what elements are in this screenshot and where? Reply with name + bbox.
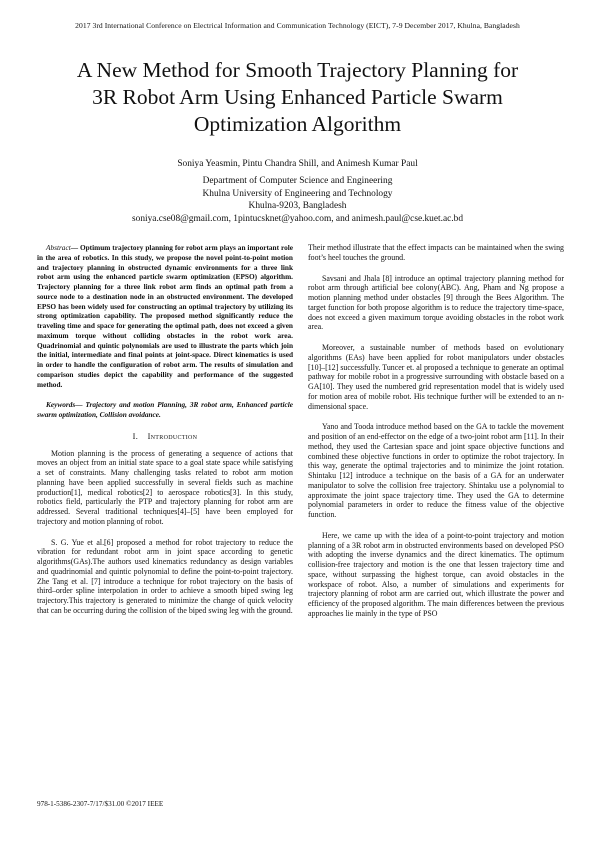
paragraph: Yano and Tooda introduce method based on the GA to tackle the movement and position of an end-effector on the edge of a two-joint robot arm [11]. In their method, they used the Cartesian space and joint space objective functions and combined these objective functions in order to optimize the robot trajectory. In this way, generate the optimal trajectories and to minimize the joint rotation. Shintaku [12] introduce a technique on the basis of a GA for an underwater manipulator to solve the collision free trajectory. Shintaku use a polynomial to approximate the joint space trajectory time. They used the GA to determine polynomial parameters in order to reduce the fitness value of the objective function.: [308, 422, 564, 519]
paper-title: [40, 57, 555, 138]
right-column: [308, 243, 564, 630]
section-heading: [37, 432, 293, 442]
section-title: Introduction: [147, 431, 198, 441]
title-line-3: Optimization Algorithm: [193, 112, 402, 136]
author-block: [0, 158, 595, 225]
paragraph: Their method illustrate that the effect impacts can be maintained when the swing foot’s heel touches the ground.: [308, 243, 564, 262]
title-line-1: A New Method for Smooth Trajectory Planning for: [76, 58, 519, 82]
abstract: [37, 243, 293, 389]
paragraph: Motion planning is the process of generating a sequence of actions that moves an object from an initial state space to a goal state space while satisfying a set of constraints. Many challenging tasks related to robot arm motion planning have been applied successfully in several fields such as machine production[1], medical robotics[2] to aerospace robotics[3]. In this study, robotics field, particularly the PTP and trajectory planning for robot arm are addressed. Several traditional techniques[4]–[5] have been employed for trajectory and motion planning of robot.: [37, 448, 293, 526]
author-university: Khulna University of Engineering and Technology: [202, 188, 393, 199]
paragraph: Moreover, a sustainable number of methods based on evolutionary algorithms (EAs) have been applied for robot manipulators under obstacles [10]–[12] successfully. Tuncer et. al proposed a technique to generate an optimal pathway for mobile robot in a progressive surrounding with obstacle based on a GA[10]. They used the numbered grid representation model that is widely used for motion area of mobile robot. His technique further will be extended to an n-dimensional space.: [308, 343, 564, 411]
section-numeral: I.: [132, 431, 139, 441]
conference-header: 2017 3rd International Conference on Electrical Information and Communication Technology (EICT), 7-9 December 2017, Khulna, Bangladesh: [75, 21, 520, 30]
author-names: Soniya Yeasmin, Pintu Chandra Shill, and Animesh Kumar Paul: [177, 159, 418, 169]
paragraph: S. G. Yue et al.[6] proposed a method for robot trajectory to reduce the vibration for redundant robot arm in joint space according to genetic algorithms(GAs).The authors used kinematics redundancy as design variables and quadrinomial and quintic polynomial to define the point-to-point trajectory. Zhe Tang et al. [7] introduce a technique for robot trajectory on the basis of third–order spline interpolation in order to achieve a smooth biped swing leg trajectory.This trajectory is generated to minimize the change of quick velocity that can be occurring during the collision of the biped swing leg with the ground.: [37, 537, 293, 615]
abstract-text: — Optimum trajectory planning for robot arm plays an important role in the area of robotics. In this study, we propose the novel point-to-point motion and trajectory planning in obstructed dynamic environments for a three link robot arm using the enhanced particle swarm optimization (EPSO) algorithm. Trajectory planning for a three link robot arm finds an optimal path from a source node to a destination node in an obstructed environment. The developed EPSO has been widely used for constructing an optimal trajectory by utilizing its strong optimization capability. The proposed method significantly reduce the traveling time and space for generating the optimal path, does not exceed a given maximum torque without colliding obstacles in the robot work area. Quadrinomial and quintic polynomials are used to illustrate the parts which join the initial, intermediate and final points at joint-space. Direct kinematics is used in order to handle the configuration of robot arm. The results of simulation and comparison studies depict the capability and performance of the suggested method.: [37, 243, 293, 389]
author-emails: soniya.cse08@gmail.com, 1pintucsknet@yahoo.com, and animesh.paul@cse.kuet.ac.bd: [131, 213, 464, 224]
left-column: [37, 243, 293, 627]
copyright-footer: 978-1-5386-2307-7/17/$31.00 ©2017 IEEE: [37, 800, 164, 808]
author-department: Department of Computer Science and Engineering: [202, 176, 393, 187]
abstract-label: Abstract: [46, 243, 71, 252]
keywords: Keywords— Trajectory and motion Planning, 3R robot arm, Enhanced particle swarm optimization, Collision avoidance.: [37, 400, 293, 419]
paragraph: Savsani and Jhala [8] introduce an optimal trajectory planning method for robot arm through artificial bee colony(ABC). Ang, Pham and Ng propose a motion planning method under obstacles [9] through the Bees Algorithm. The target function for both propose algorithm is to reduce the trajectory time-space, does not exceed a given maximum torque avoiding obstacles in the robot work area.: [308, 273, 564, 332]
author-city: Khulna-9203, Bangladesh: [248, 201, 347, 212]
paragraph: Here, we came up with the idea of a point-to-point trajectory and motion planning of a 3R robot arm in obstructed environments based on developed PSO with adopting the inverse dynamics and the direct kinematics. The optimum collision-free trajectory and motion is the one that lessen trajectory time and space, without surpassing the highest torque, can avoid obstacles in the workspace of robot. Also, a number of simulations and experiments for trajectory planning of robot arm are carried out, which illustrate the power and efficiency of the proposed algorithm. The main differences between the previous approaches lie mainly in the type of PSO: [308, 530, 564, 618]
title-line-2: 3R Robot Arm Using Enhanced Particle Swarm: [92, 85, 503, 109]
